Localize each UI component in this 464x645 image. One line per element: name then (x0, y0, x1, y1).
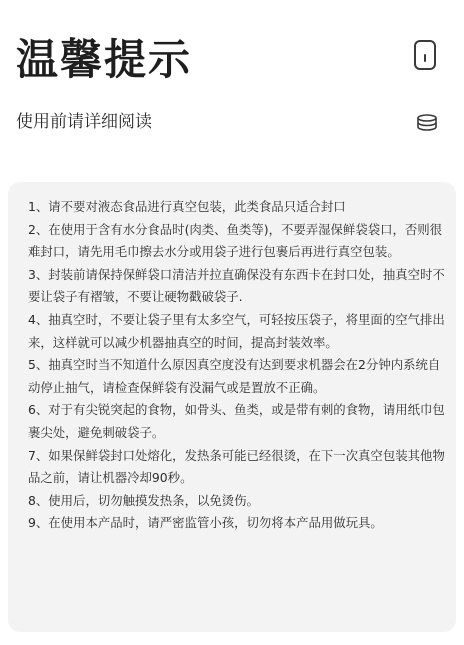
device-icon (414, 40, 436, 70)
page-title: 温馨提示 (16, 35, 193, 84)
note-item: 3、封装前请保持保鲜袋口清洁并拉直确保没有东西卡在封口处，抽真空时不要让袋子有褶皱，不要让硬物戳破袋子. (28, 266, 445, 305)
note-item: 1、请不要对液态食品进行真空包装，此类食品只适合封口 (28, 199, 346, 214)
note-item: 6、对于有尖锐突起的食物，如骨头、鱼类，或是带有刺的食物，请用纸巾包裹尖处，避免刺破袋子。 (28, 402, 445, 440)
note-item: 8、使用后，切勿触摸发热条，以免烫伤。 (28, 492, 259, 508)
note-item: 9、在使用本产品时，请严密监管小孩，切勿将本产品用做玩具。 (28, 515, 383, 531)
roll-icon (416, 114, 438, 132)
note-item: 5、抽真空时当不知道什么原因真空度没有达到要求机器会在2分钟内系统自动停止抽气，请检查保鲜袋有没漏气或是置放不正确。 (28, 357, 441, 395)
page-subtitle: 使用前请详细阅读 (16, 112, 152, 132)
note-item: 4、抽真空时，不要让袋子里有太多空气，可轻按压袋子，将里面的空气排出来，这样就可以减少机器抽真空的时间，提高封装效率。 (28, 311, 445, 350)
notes-card (8, 182, 456, 632)
notes-list (28, 196, 446, 535)
note-item: 7、如果保鲜袋封口处熔化，发热条可能已经很烫，在下一次真空包装其他物品之前，请让机器冷却90秒。 (28, 447, 445, 486)
note-item: 2、在使用于含有水分食品时(肉类、鱼类等)，不要弄湿保鲜袋袋口，否则很难封口，请先用毛巾擦去水分或用袋子进行包裹后再进行真空包装。 (28, 221, 443, 260)
